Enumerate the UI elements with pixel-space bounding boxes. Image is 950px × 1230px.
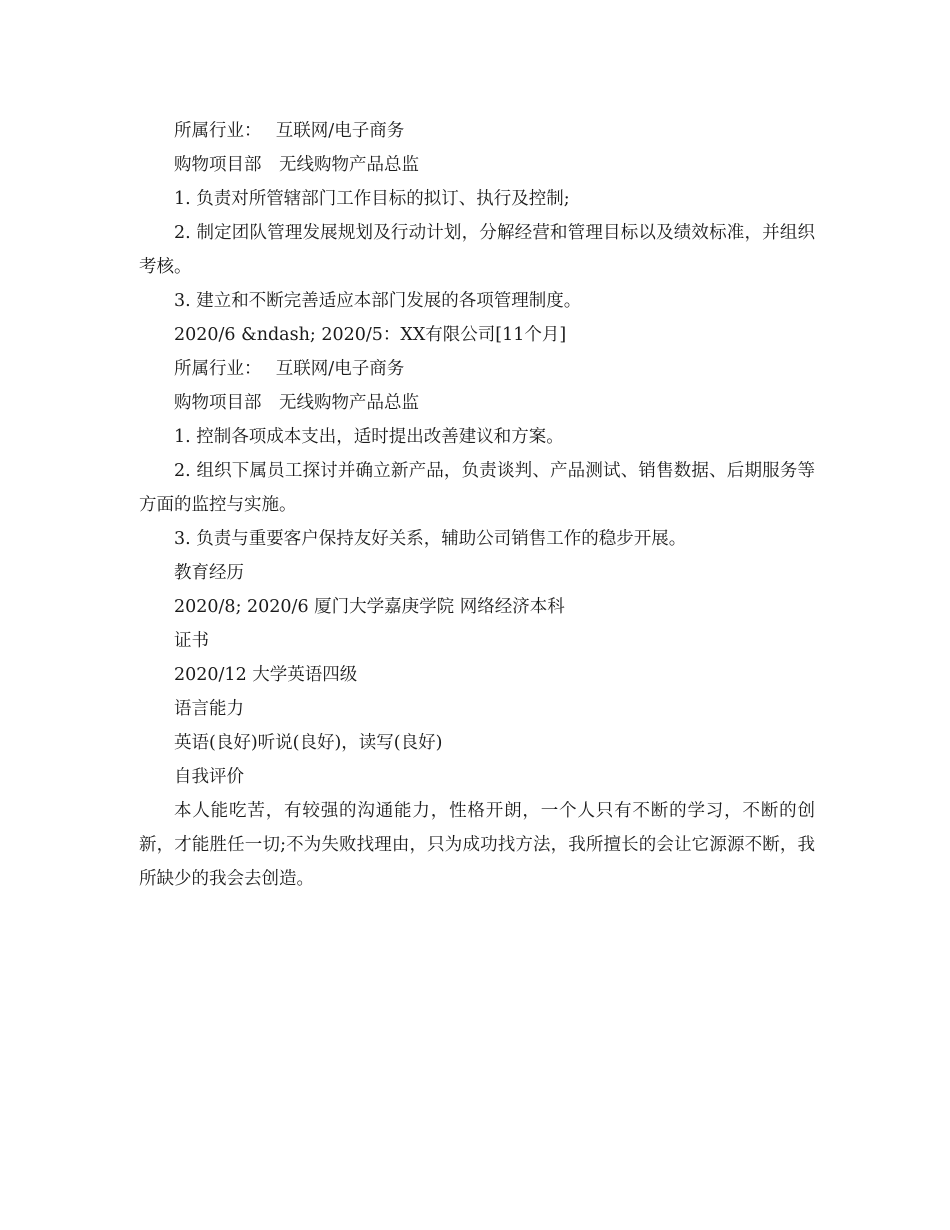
section-heading-certificates: 证书 bbox=[174, 631, 209, 651]
industry-line: 所属行业： 互联网/电子商务 bbox=[174, 121, 405, 141]
language-entry: 英语(良好)听说(良好)，读写(良好) bbox=[174, 733, 443, 753]
document-body bbox=[139, 114, 815, 896]
duty-item: 2. 组织下属员工探讨并确立新产品，负责谈判、产品测试、销售数据、后期服务等方面的监控与实施。 bbox=[139, 461, 815, 515]
education-entry: 2020/8; 2020/6 厦门大学嘉庚学院 网络经济本科 bbox=[174, 597, 565, 617]
duty-item: 3. 负责与重要客户保持友好关系，辅助公司销售工作的稳步开展。 bbox=[174, 529, 687, 549]
department-line: 购物项目部 无线购物产品总监 bbox=[174, 393, 419, 413]
certificate-entry: 2020/12 大学英语四级 bbox=[174, 665, 358, 685]
department-line: 购物项目部 无线购物产品总监 bbox=[174, 155, 419, 175]
duty-item: 1. 负责对所管辖部门工作目标的拟订、执行及控制; bbox=[174, 189, 570, 209]
section-heading-language: 语言能力 bbox=[174, 699, 244, 719]
duty-item: 3. 建立和不断完善适应本部门发展的各项管理制度。 bbox=[174, 291, 582, 311]
self-evaluation-text: 本人能吃苦，有较强的沟通能力，性格开朗，一个人只有不断的学习，不断的创新，才能胜任一切;不为失败找理由，只为成功找方法，我所擅长的会让它源源不断，我所缺少的我会去创造。 bbox=[139, 801, 815, 889]
duty-item: 1. 控制各项成本支出，适时提出改善建议和方案。 bbox=[174, 427, 564, 447]
duty-item: 2. 制定团队管理发展规划及行动计划，分解经营和管理目标以及绩效标准，并组织考核。 bbox=[139, 223, 815, 277]
industry-line: 所属行业： 互联网/电子商务 bbox=[174, 359, 405, 379]
section-heading-self-evaluation: 自我评价 bbox=[174, 767, 244, 787]
section-heading-education: 教育经历 bbox=[174, 563, 244, 583]
job-period-line: 2020/6 &ndash; 2020/5：XX有限公司[11个月] bbox=[174, 325, 567, 345]
